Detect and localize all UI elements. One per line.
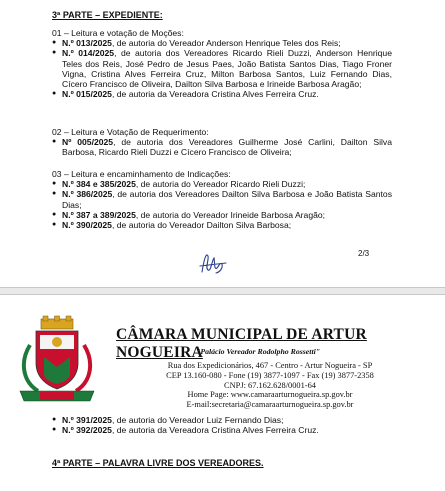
item-number: N.º 013/2025 [62,38,112,49]
list-item [52,189,392,209]
address-line: Rua dos Expedicionários, 467 - Centro - Artur Nogueira - SP [167,361,373,370]
section-03 [52,169,392,230]
chamber-title: CÂMARA MUNICIPAL DE ARTUR NOGUEIRA [116,326,367,361]
list-item [52,210,392,220]
item-number: N.º 392/2025 [62,425,112,436]
section-03-list [52,179,392,230]
document-page-2 [0,295,445,491]
section-03-title: 03 – Leitura e encaminhamento de Indicações: [52,169,231,179]
list-item [52,38,392,48]
item-text: , de autoria da Vereadora Cristina Alves Ferreira Cruz. [111,425,319,436]
section-01 [52,28,392,99]
homepage-link[interactable]: Home Page: www.camaraarturnogueira.sp.gov.br [187,390,353,400]
item-number: N.º 386/2025 [62,189,113,200]
page-number: 2/3 [358,249,370,258]
item-text: , de autoria dos Vereadores Guilherme José Carlini, Dailton Silva Barbosa, Ricardo Rieli Duzzi e Cícero Francisco de Oliveira; [62,137,392,158]
continued-indications [52,415,392,435]
chamber-subtitle: "Palácio Vereador Rodolpho Rossetti" [196,347,321,356]
item-number: N.º 387 a 389/2025 [62,209,136,220]
item-text: , de autoria do Vereador Luiz Fernando Dias; [111,415,284,425]
list-item [52,425,392,435]
signature-icon [196,246,230,278]
item-text: , de autoria do Vereador Ricardo Rieli Duzzi; [135,179,306,190]
section-heading-palavra-livre: 4ª PARTE – PALAVRA LIVRE DOS VEREADORES. [52,458,264,468]
address-block [150,361,390,410]
list-item [52,48,392,89]
list-item [52,137,392,157]
section-02-title: 02 – Leitura e Votação de Requerimento: [52,127,209,137]
list-item [52,89,392,99]
section-02-list [52,137,392,157]
list-item [52,415,392,425]
cnpj-line: CNPJ: 67.162.628/0001-64 [224,380,316,390]
item-text: , de autoria da Vereadora Cristina Alves Ferreira Cruz. [111,89,319,100]
item-number: N.º 384 e 385/2025 [62,179,136,190]
item-text: , de autoria do Vereador Anderson Henrique Teles dos Reis; [111,38,341,49]
item-number: Nº 005/2025 [62,137,114,148]
list-item [52,179,392,189]
section-01-title: 01 – Leitura e votação de Moções: [52,28,184,38]
item-number: N.º 014/2025 [62,48,115,59]
item-text: , de autoria dos Vereadores Dailton Silva Barbosa e João Batista Santos Dias; [62,189,393,210]
section-heading-expediente: 3ª PARTE – EXPEDIENTE: [52,10,163,20]
email-link[interactable]: E-mail:secretaria@camaraarturnogueira.sp.gov.br [186,400,354,410]
phone-line: CEP 13.160-080 - Fone (19) 3877-1097 - Fax (19) 3877-2358 [166,370,374,380]
page-separator [0,287,445,295]
item-number: N.º 015/2025 [62,89,112,100]
item-text: , de autoria do Vereador Dailton Silva Barbosa; [111,220,292,231]
item-number: N.º 390/2025 [62,220,112,231]
item-number: N.º 391/2025 [62,415,112,425]
section-02 [52,127,392,158]
section-01-list [52,38,392,99]
item-text: , de autoria dos Vereadores Ricardo Rieli Duzzi, Anderson Henrique Teles dos Reis, José Pedro de Jesus Paes, João Batista Santos Dias, Tiago Froner Vigna, Cristina Alves Ferreira Cruz, Milton Barbosa Santos, Luiz Fernando Dias, Cícero Francisco de Oliveira, Dailton Silva Barbosa e Irineide Barbosa Aragão; [62,48,392,90]
list-item [52,220,392,230]
municipal-seal-icon [16,315,98,407]
continued-list [52,415,392,435]
item-text: , de autoria do Vereador Irineide Barbosa Aragão; [135,209,326,220]
